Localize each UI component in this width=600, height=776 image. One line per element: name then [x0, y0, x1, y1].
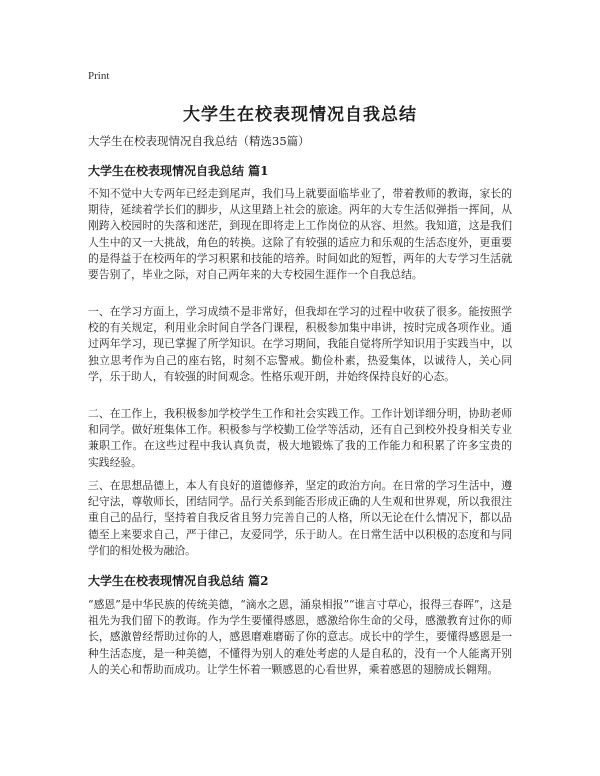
paragraph-2-1: “感恩”是中华民族的传统美德，“滴水之恩，涌泉相报”“谁言寸草心，报得三春晖”，这是祖先为我们留下的教诲。作为学生要懂得感恩，感激给你生命的父母，感激教育过你的师长，感激曾经帮助过你的人，感恩磨难磨砺了你的意志。成长中的学生，要懂得感恩是一种生活态度，是一种美德，不懂得为别人的难处考虑的人是自私的，没有一个人能离开别人的关心和帮助而成功。让学生怀着一颗感恩的心看世界，乘着感恩的翅膀成长翱翔。: [88, 598, 512, 676]
paragraph-1-1: 不知不觉中大专两年已经走到尾声，我们马上就要面临毕业了，带着教师的教诲，家长的期待，延续着学长们的脚步，从这里踏上社会的旅途。两年的大专生活似弹指一挥间，从刚跨入校园时的失落和迷茫，到现在即将走上工作岗位的从容、坦然。我知道，这是我们人生中的又一大挑战，角色的转换。这除了有较强的适应力和乐观的生活态度外，更重要的是得益于在校两年的学习积累和技能的培养。时间如此的短暂，两年的大专学习生活就要告别了，毕业之际，对自己两年来的大专校园生涯作一个自我总结。: [88, 187, 512, 282]
section-heading-2: 大学生在校表现情况自我总结 篇2: [88, 574, 269, 588]
section-heading-1: 大学生在校表现情况自我总结 篇1: [88, 164, 269, 178]
paragraph-1-4: 三、在思想品德上，本人有良好的道德修养，坚定的政治方向。在日常的学习生活中，遵纪守法，尊敬师长，团结同学。品行关系到能否形成正确的人生观和世界观，所以我很注重自己的品行，坚持着自我反省且努力完善自己的人格，所以无论在什么情况下，都以品德至上来要求自己，严于律己，友爱同学，乐于助人。在日常生活中以积极的态度和与同学们的相处极为融洽。: [88, 479, 512, 557]
print-label[interactable]: Print: [88, 70, 110, 82]
document-subtitle: 大学生在校表现情况自我总结（精选35篇）: [88, 134, 310, 148]
paragraph-1-3: 二、在工作上，我积极参加学校学生工作和社会实践工作。工作计划详细分明，协助老师和同学。做好班集体工作。积极参与学校勤工俭学等活动，还有自己到校外投身相关专业兼职工作。在这些过程中我认真负责，极大地锻炼了我的工作能力和积累了许多宝贵的 实践经验。: [88, 407, 512, 469]
document-title: 大学生在校表现情况自我总结: [183, 105, 417, 125]
paragraph-1-2: 一、在学习方面上，学习成绩不是非常好，但我却在学习的过程中收获了很多。能按照学校的有关规定，利用业余时间自学各门课程，积极参加集中串讲，按时完成各项作业。通过两年学习，现已掌握了所学知识。在学习期间，我能自觉将所学知识用于实践当中，以独立思考作为自己的座右铭，时刻不忘警戒。勤俭朴素，热爱集体，以诚待人，关心同学，乐于助人，有较强的时间观念。性格乐观开朗，并始终保持良好的心态。: [88, 305, 512, 383]
